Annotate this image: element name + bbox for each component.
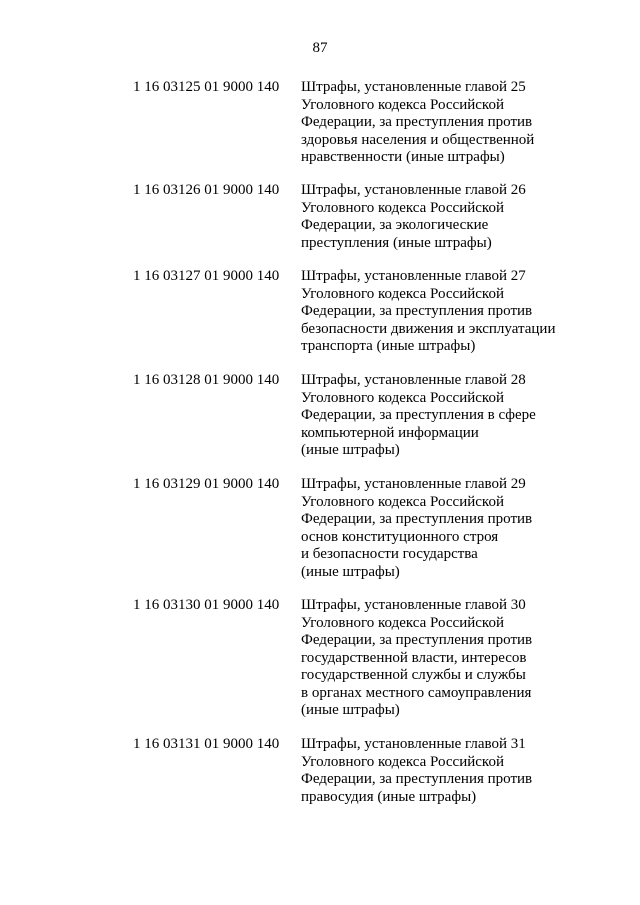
budget-code: 1 16 03126 01 9000 140 bbox=[133, 182, 280, 198]
description-line: Федерации, за экологические bbox=[301, 217, 489, 233]
description-line: государственной власти, интересов bbox=[301, 649, 527, 666]
entry-description bbox=[301, 736, 601, 806]
description-line: Уголовного кодекса Российской bbox=[301, 199, 504, 216]
description-line: Штрафы, установленные главой 31 bbox=[301, 736, 526, 752]
description-line: Федерации, за преступления против bbox=[301, 511, 533, 527]
description-line: (иные штрафы) bbox=[301, 702, 400, 718]
description-line: и безопасности государства bbox=[301, 546, 478, 562]
entry-description bbox=[301, 597, 601, 720]
entry-description bbox=[301, 476, 601, 581]
description-line: (иные штрафы) bbox=[301, 563, 400, 580]
description-line: Уголовного кодекса Российской bbox=[301, 493, 504, 510]
description-line: транспорта (иные штрафы) bbox=[301, 338, 476, 354]
description-line: Уголовного кодекса Российской bbox=[301, 753, 504, 770]
budget-code: 1 16 03130 01 9000 140 bbox=[133, 597, 280, 613]
budget-code: 1 16 03128 01 9000 140 bbox=[133, 372, 280, 388]
description-line: Штрафы, установленные главой 27 bbox=[301, 268, 526, 284]
budget-code: 1 16 03125 01 9000 140 bbox=[133, 79, 280, 95]
entry-description bbox=[301, 268, 601, 356]
budget-code: 1 16 03127 01 9000 140 bbox=[133, 268, 280, 284]
description-line: в органах местного самоуправления bbox=[301, 684, 532, 701]
description-line: Штрафы, установленные главой 30 bbox=[301, 597, 526, 613]
description-line: Штрафы, установленные главой 29 bbox=[301, 476, 526, 492]
entry-description bbox=[301, 79, 601, 167]
description-line: Уголовного кодекса Российской bbox=[301, 614, 504, 631]
description-line: правосудия (иные штрафы) bbox=[301, 788, 477, 805]
page-number: 87 bbox=[312, 40, 328, 56]
description-line: Штрафы, установленные главой 26 bbox=[301, 182, 526, 198]
description-line: Уголовного кодекса Российской bbox=[301, 285, 504, 302]
description-line: государственной службы и службы bbox=[301, 667, 526, 683]
description-line: Федерации, за преступления против bbox=[301, 303, 533, 319]
description-line: нравственности (иные штрафы) bbox=[301, 149, 505, 165]
budget-code: 1 16 03131 01 9000 140 bbox=[133, 736, 280, 752]
description-line: Уголовного кодекса Российской bbox=[301, 389, 504, 406]
description-line: Федерации, за преступления в сфере bbox=[301, 407, 536, 423]
description-line: Уголовного кодекса Российской bbox=[301, 96, 504, 113]
entry-description bbox=[301, 372, 601, 460]
description-line: Федерации, за преступления против bbox=[301, 632, 533, 648]
description-line: здоровья населения и общественной bbox=[301, 131, 535, 148]
description-line: Штрафы, установленные главой 25 bbox=[301, 79, 526, 95]
description-line: Федерации, за преступления против bbox=[301, 114, 533, 130]
description-line: безопасности движения и эксплуатации bbox=[301, 320, 556, 337]
entry-description bbox=[301, 182, 601, 252]
description-line: компьютерной информации bbox=[301, 424, 479, 441]
description-line: преступления (иные штрафы) bbox=[301, 234, 492, 251]
description-line: основ конституционного строя bbox=[301, 528, 499, 545]
description-line: Федерации, за преступления против bbox=[301, 771, 533, 787]
budget-code: 1 16 03129 01 9000 140 bbox=[133, 476, 280, 492]
description-line: (иные штрафы) bbox=[301, 442, 400, 458]
description-line: Штрафы, установленные главой 28 bbox=[301, 372, 526, 388]
